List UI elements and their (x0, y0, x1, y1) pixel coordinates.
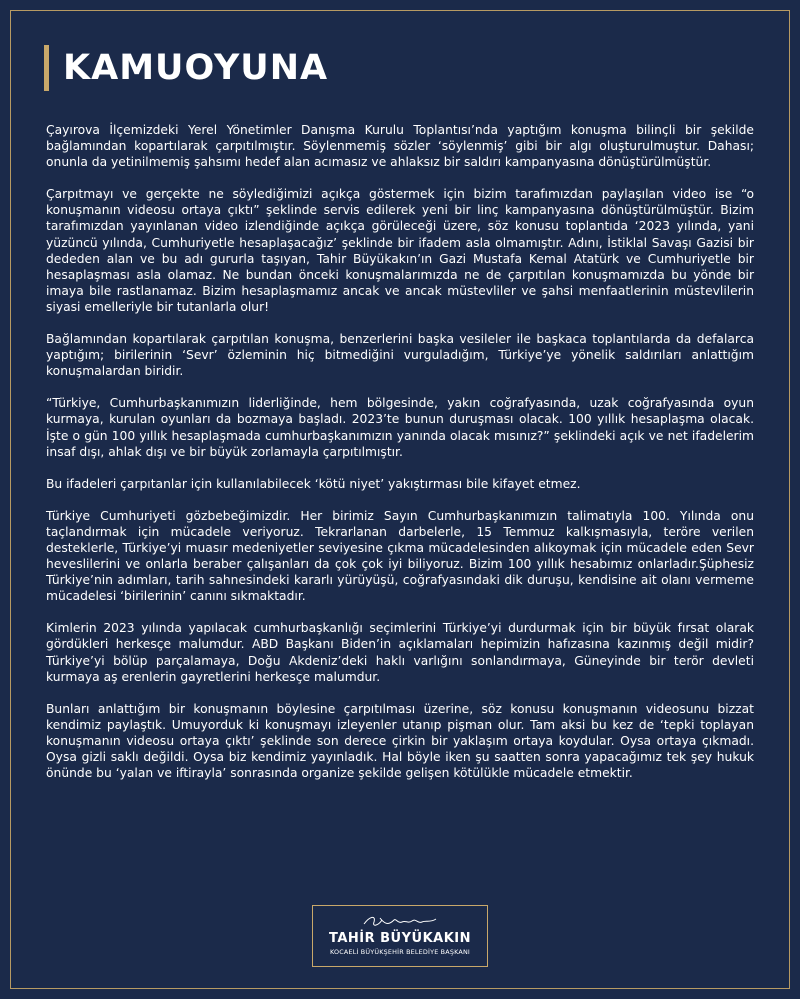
paragraph: “Türkiye, Cumhurbaşkanımızın liderliğinde, hem bölgesinde, yakın coğrafyasında, uzak coğrafyasında oyun kurmaya, kurulan oyunları da bozmaya başladı. 2023’te bunun duruşması olacak. 100 yıllık hesaplaşma olacak. İşte o gün 100 yıllık hesaplaşmada cumhurbaşkanımızın yanında olacak mısınız?” şeklindeki açık ve net ifadelerim insaf dışı, ahlak dışı ve bir büyük zorlamayla çarpıtılmıştır. (46, 396, 754, 459)
paragraph: Bağlamından kopartılarak çarpıtılan konuşma, benzerlerini başka vesileler ile başkaca toplantılarda da defalarca yaptığım; birilerinin ‘Sevr’ özleminin hiç bitmediğini vurguladığım, Türkiye’ye yönelik saldırıları anlattığım konuşmalardan biridir. (46, 332, 754, 379)
signature-block (312, 905, 488, 967)
paragraph: Kimlerin 2023 yılında yapılacak cumhurbaşkanlığı seçimlerini Türkiye’yi durdurmak için bir büyük fırsat olarak gördükleri herkesçe malumdur. ABD Başkanı Biden’in açıklamaları hepimizin hafızasına kazınmış değil midir? Türkiye’yi bölüp parçalamaya, Doğu Akdeniz’deki haklı varlığını sonlandırmaya, Güneyinde bir terör devleti kurmaya aş erenlerin gayretlerini herkesçe malumdur. (46, 621, 754, 684)
paragraph: Çarpıtmayı ve gerçekte ne söylediğimizi açıkça göstermek için bizim tarafımızdan paylaşılan video ise “o konuşmanın videosu ortaya çıktı” şeklinde servis edilerek yeni bir linç kampanyasına dönüştürülmüştür. Bizim tarafımızdan yayınlanan video izlendiğinde açıkça görüleceği üzere, söz konusu toplantıda ‘2023 yılında, yani yüzüncü yılında, Cumhuriyetle hesaplaşacağız’ şeklinde bir ifadem asla olmamıştır. Adını, İstiklal Savaşı Gazisi bir dededen alan ve bu adı gururla taşıyan, Tahir Büyükakın’ın Gazi Mustafa Kemal Atatürk ve Cumhuriyetle bir hesaplaşması asla olamaz. Ne bundan önceki konuşmalarımızda ne de çarpıtılan konuşmamızda bu yönde bir imaya bile rastlanamaz. Bizim hesaplaşmamız ancak ve ancak müstevliler ve şahsi menfaatlerinin müstevlilerin siyasi emelleriyle bir tutanlarla olur! (46, 187, 754, 314)
signatory-title: KOCAELİ BÜYÜKŞEHİR BELEDİYE BAŞKANI (329, 948, 471, 956)
paragraph: Çayırova İlçemizdeki Yerel Yönetimler Danışma Kurulu Toplantısı’nda yaptığım konuşma bilinçli bir şekilde bağlamından kopartılarak çarpıtılmıştır. Söylenmemiş sözler ‘söylenmiş’ gibi bir algı oluşturulmuştur. Dahası; onunla da yetinilmemiş şahsımı hedef alan acımasız ve ahlaksız bir saldırı kampanyasına dönüştürülmüştür. (46, 123, 754, 170)
paragraph: Bu ifadeleri çarpıtanlar için kullanılabilecek ‘kötü niyet’ yakıştırması bile kifayet etmez. (46, 476, 581, 491)
paragraph: Türkiye Cumhuriyeti gözbebeğimizdir. Her birimiz Sayın Cumhurbaşkanımızın talimatıyla 100. Yılında onu taçlandırmak için mücadele veriyoruz. Tekrarlanan darbelerle, 15 Temmuz kalkışmasıyla, teröre verilen desteklerle, Türkiye’yi muasır medeniyetler seviyesine çıkma mücadelesinden alıkoymak için mücadele eden Sevr heveslilerini ve onlarla beraber çalışanları da çok çok iyi biliyoruz. Bizim 100 yıllık hesabımız onlarladır.Şüphesiz Türkiye’nin adımları, tarih sahnesindeki kararlı yürüyüşü, coğrafyasındaki dik duruşu, kendisine ait olanı vermeme mücadelesi ‘birilerinin’ canını sıkmaktadır. (46, 508, 754, 604)
paragraph: Bunları anlattığım bir konuşmanın böylesine çarpıtılması üzerine, söz konusu konuşmanın videosunu bizzat kendimiz paylaştık. Umuyorduk ki konuşmayı izleyenler utanıp pişman olur. Tam aksi bu kez de ‘tepki toplayan konuşmanın videosu ortaya çıktı’ şeklinde son derece çirkin bir yaklaşım ortaya koydular. Oysa ortaya çıkmadı. Oysa gizli saklı değildi. Oysa biz kendimiz yayınladık. Hal böyle iken şu saatten sonra yapacağımız tek şey hukuk önünde bu ‘yalan ve iftirayla’ sonrasında organize şekilde gelişen kötülükle mücadele etmektir. (46, 701, 754, 781)
signatory-name: TAHİR BÜYÜKAKIN (328, 931, 472, 946)
statement-body (46, 122, 754, 797)
title-block (44, 44, 328, 92)
handwritten-signature (360, 912, 440, 930)
page-title: KAMUOYUNA (63, 48, 329, 88)
title-accent-bar (44, 45, 49, 91)
